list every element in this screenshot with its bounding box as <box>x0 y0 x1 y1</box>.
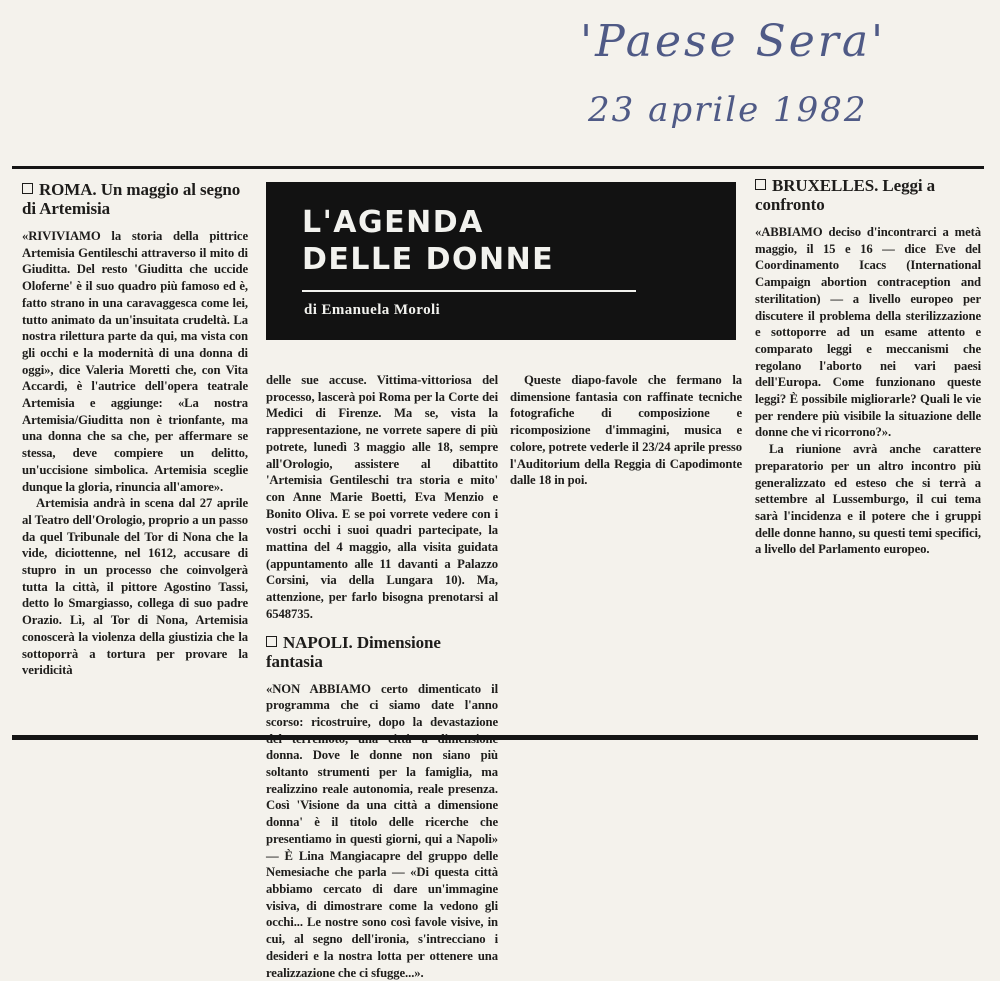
square-bullet-icon <box>755 179 766 190</box>
banner-divider <box>302 290 636 292</box>
bruxelles-heading-text: BRUXELLES. Leggi a confronto <box>755 176 936 214</box>
top-rule <box>12 166 984 169</box>
article-column-3 <box>510 372 742 732</box>
roma-heading <box>22 180 248 218</box>
roma-paragraph-3: delle sue accuse. Vittima-vittoriosa del processo, lascerà poi Roma per la Corte dei Medici di Firenze. Ma se, vista la rappresentazione, ne vorrete sapere di più potrete, lunedì 3 maggio alle 18, sempre all'Orologio, assistere al dibattito 'Artemisia Gentileschi tra storia e mito' con Anne Marie Boetti, Eva Menzio e Bonito Oliva. E se poi vorrete vedere con i vostri occhi i suoi quadri partecipate, la mattina del 4 maggio, alla visita guidata (appuntamento alle 11 davanti a Palazzo Corsini, via della Lungara 10). Ma, attenzione, per farlo bisogna prenotarsi al 6548735. <box>266 373 498 621</box>
newspaper-name-handwritten: 'Paese Sera' <box>580 16 887 67</box>
bruxelles-paragraph-1: «ABBIAMO deciso d'incontrarci a metà maggio, il 15 e 16 — dice Eve del Coordinamento Icacs (International Campaign abortion contraception and sterilitation) — a livello europeo per discutere il problema della sterilizzazione e sottoporre ad un esame attento e comparato leggi e meccanismi che regolano l'aborto nei vari paesi dell'Europa. Come funzionano queste leggi? È possibile migliorarle? Quali le vie per rendere più visibile la situazione delle donne che vi ricorrono?». <box>755 225 981 440</box>
banner-title <box>302 204 554 278</box>
bruxelles-heading <box>755 176 981 214</box>
square-bullet-icon <box>266 636 277 647</box>
napoli-heading <box>266 633 498 671</box>
napoli-paragraph-2: Queste diapo-favole che fermano la dimensione fantasia con raffinate tecniche fotografiche di composizione e ricomposizione d'immagini, musica e colore, potrete vederle il 23/24 aprile presso l'Auditorium della Reggia di Capodimonte dalle 18 in poi. <box>510 373 742 488</box>
square-bullet-icon <box>22 183 33 194</box>
roma-paragraph-2: Artemisia andrà in scena dal 27 aprile al Teatro dell'Orologio, proprio a un passo da quel Tribunale del Tor di Nona che la vide, diciottenne, nel 1612, accusare di stupro in un processo che coinvolgerà tutta la città, il pittore Agostino Tassi, detto lo Smargiasso, collega di suo padre Orazio. Lì, al Tor di Nona, Artemisia conoscerà la violenza della giustizia che la sottoporrà a tortura per provare la veridicità <box>22 496 248 678</box>
roma-heading-text: ROMA. Un maggio al segno di Artemisia <box>22 180 241 218</box>
bruxelles-paragraph-2: La riunione avrà anche carattere preparatorio per un altro incontro più generalizzato ed esteso che si terrà a settembre al Lussemburgo, il cui tema sarà l'incidenza e il potere che i gruppi delle donne hanno, su questi temi specifici, a livello del Parlamento europeo. <box>755 442 981 557</box>
banner-title-line2: DELLE DONNE <box>302 242 555 277</box>
article-column-4 <box>755 176 981 731</box>
banner-title-line1: L'AGENDA <box>302 205 484 240</box>
article-column-2 <box>266 372 498 980</box>
napoli-paragraph-1: «NON ABBIAMO certo dimenticato il programma che ci siamo date l'anno scorso: ricostruire, dopo la devastazione donna. Dove le donne non siano più soltanto strumenti per la famiglia, ma realizzino reale autonomia, reale presenza. Così 'Visione da una città a dimensione donna' è il titolo delle ricerche che presentiamo in questi giorni, qui a Napoli» — È Lina Mangiacapre del gruppo delle Nemesiache che parla — «Di questa città abbiamo cercato di dare un'immagine visiva, di dimostrare come la vedono gli occhi... Le nostre sono così favole visive, in cui, al segno dell'ironia, s'intrecciano i desideri e la nostra lotta per ottenere una realizzazione che ci sfugge...». <box>266 681 498 980</box>
banner-byline: di Emanuela Moroli <box>304 302 441 318</box>
agenda-banner <box>266 182 736 340</box>
date-handwritten: 23 aprile 1982 <box>588 90 868 130</box>
roma-paragraph-1: «RIVIVIAMO la storia della pittrice Artemisia Gentileschi attraverso il mito di Giuditta. Del resto 'Giuditta che uccide Oloferne' è il suo quadro più famoso ed è, fatto strano in una caravaggesca come lei, tutto animato da un'insuitata crudeltà. La nostra rilettura parte da qui, ma vista con gli occhi e la modernità di una donna di oggi», dice Valeria Moretti che, con Vita Accardi, è l'autrice dell'opera teatrale Artemisia e aggiunge: «La nostra Artemisia/Giuditta non è trionfante, ma una donna che sa che, per affermare se stessa, deve compiere un delitto, un'uccisione simbolica. Artemisia sceglie dunque la gloria, rinuncia all'amore». <box>22 229 248 494</box>
article-column-1 <box>22 180 248 725</box>
bottom-rule <box>12 735 978 740</box>
napoli-heading-text: NAPOLI. Dimensione fantasia <box>266 632 441 671</box>
